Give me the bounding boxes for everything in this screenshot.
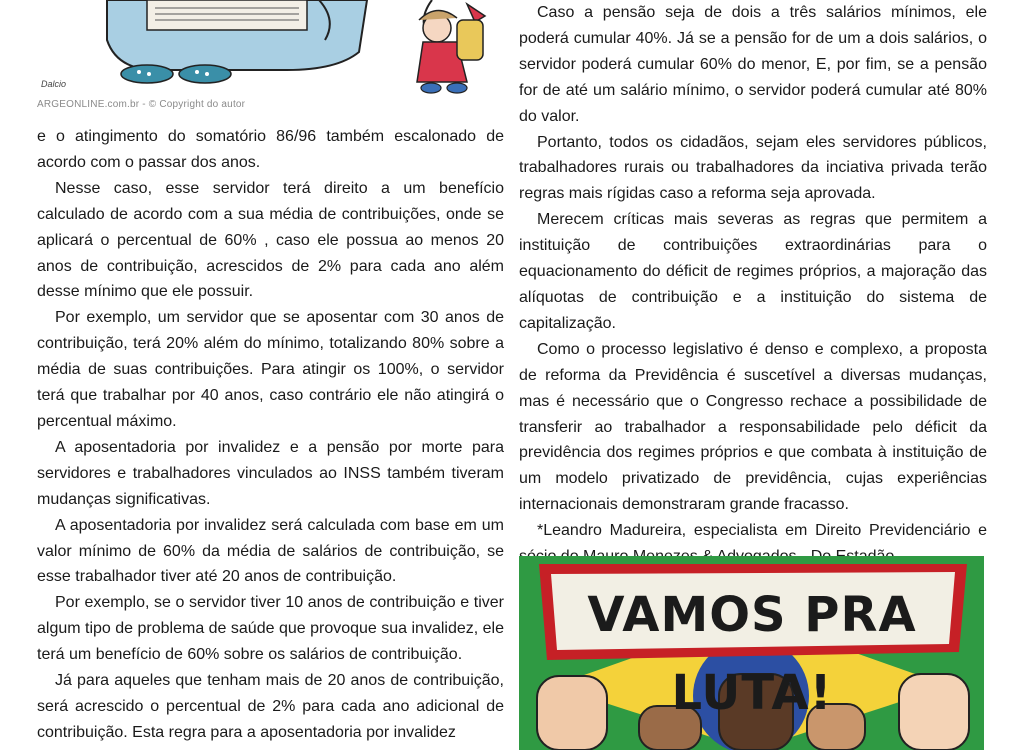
paragraph: Como o processo legislativo é denso e complexo, a proposta de reforma da Previdência é suscetível a diversas mudanças, mas é necessário que o Congresso rechace a possibilidade de transferir ao trabalhador a responsabilidade pelo déficit da previdência dos regimes próprios e que combata à instituição de um modelo privatizado de previdência, cujas experiências internacionais demonstraram grande fracasso. bbox=[519, 340, 987, 514]
protest-poster bbox=[519, 556, 984, 750]
cartoon-signature: Dalcio bbox=[41, 79, 67, 89]
poster-title: VAMOS PRA LUTA! bbox=[587, 587, 917, 721]
author-note: *Leandro Madureira, especialista em Direito Previdenciário e bbox=[537, 522, 987, 540]
paragraph: A aposentadoria por invalidez e a pensão por morte para servidores e trabalhadores vinculados ao INSS também tiveram mudanças significativas. bbox=[37, 438, 504, 508]
paragraph: Merecem críticas mais severas as regras que permitem a instituição de contribuições extraordinárias para o equacionamento do déficit de regimes próprios, a majoração das alíquotas de contribuição e a instituição do sistema de capitalização. bbox=[519, 211, 987, 332]
left-column bbox=[37, 0, 504, 746]
paragraph: A aposentadoria por invalidez será calculada com base em um valor mínimo de 60% da média de salários de contribuição, se esse trabalhador tiver até 20 anos de contribuição. bbox=[37, 516, 504, 586]
right-column bbox=[519, 0, 987, 570]
cartoon-illustration bbox=[37, 0, 504, 124]
paragraph: Caso a pensão seja de dois a três salários mínimos, ele poderá cumular 40%. Já se a pensão for de um a dois salários, o servidor poderá cumular 60% do menor, E, por fim, se a pensão for de até um salário mínimo, o servidor poderá cumular até 80% do valor. bbox=[519, 4, 987, 125]
paragraph: Por exemplo, se o servidor tiver 10 anos de contribuição e tiver algum tipo de problema de saúde que provoque sua invalidez, ele terá um benefício de 60% sobre os salários de contribuição. bbox=[37, 594, 504, 664]
paragraph: Portanto, todos os cidadãos, sejam eles servidores públicos, trabalhadores rurais ou trabalhadores da inciativa privada terão regras mais rígidas caso a reforma seja aprovada. bbox=[519, 133, 987, 203]
cartoon-credit: ARGEONLINE.com.br - © Copyright do autor bbox=[37, 99, 246, 110]
paragraph: e o atingimento do somatório 86/96 também escalonado de acordo com o passar dos anos. bbox=[37, 128, 504, 171]
paragraph: Já para aqueles que tenham mais de 20 anos de contribuição, será acrescido o percentual de 2% para cada ano adicional de contribuição. Esta regra para a aposentadoria por invalidez bbox=[37, 672, 504, 741]
paragraph: Nesse caso, esse servidor terá direito a um benefício calculado de acordo com a sua média de contribuições, onde se aplicará o percentual de 60% , caso ele possua ao menos 20 anos de contribuição, acrescidos de 2% para cada ano além desse mínimo que ele possuir. bbox=[37, 179, 504, 301]
paragraph: Por exemplo, um servidor que se aposentar com 30 anos de contribuição, terá 20% além do mínimo, totalizando 80% sobre a média de suas contribuições. Para atingir os 100%, o servidor terá que trabalhar por 40 anos, caso contrário ele não atingirá o percentual máximo. bbox=[37, 309, 504, 430]
